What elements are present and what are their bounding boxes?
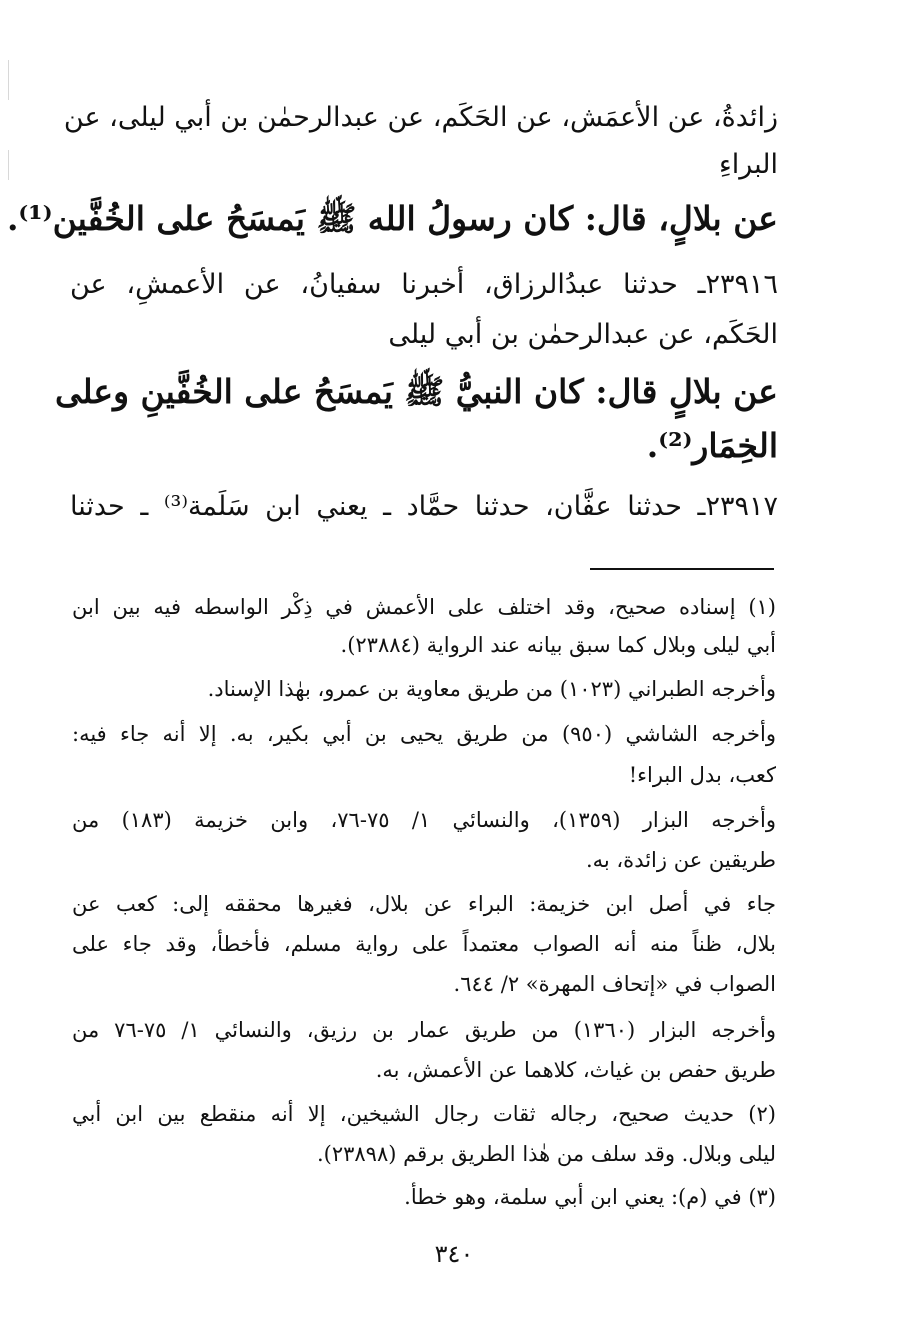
chain-line: الحَكَم، عن عبدالرحمٰن بن أبي ليلى [388,319,778,350]
footnote-line: كعب، بدل البراء! [628,763,776,787]
footnote-line: وأخرجه البزار (١٣٦٠) من طريق عمار بن رزيق، والنسائي ١/ ٧٥-٧٦ من [72,1018,776,1042]
footnote-line: وأخرجه الطبراني (١٠٢٣) من طريق معاوية بن عمرو، بهٰذا الإسناد. [207,677,776,701]
footnote-line: الصواب في «إتحاف المهرة» ٢/ ٦٤٤. [453,972,776,996]
footnote-line: (٢) حديث صحيح، رجاله ثقات رجال الشيخين، إلا أنه منقطع بين ابن أبي [72,1102,776,1126]
hadith-text-line: عن بلالٍ قال: كان النبيُّ ﷺ يَمسَحُ على الخُفَّينِ وعلى [54,372,778,411]
chain-line: البراءِ [719,149,778,180]
chain-line: ٢٣٩١٦ـ حدثنا عبدُالرزاق، أخبرنا سفيانُ، عن الأعمشِ، عن [70,269,778,300]
chain-line: زائدةُ، عن الأعمَش، عن الحَكَم، عن عبدالرحمٰن بن أبي ليلى، عن [63,102,778,133]
hadith-text-line: عن بلالٍ، قال: كان رسولُ الله ﷺ يَمسَحُ على الخُفَّين⁽¹⁾. [6,199,778,238]
footnote-line: (٣) في (م): يعني ابن أبي سلمة، وهو خطأ. [404,1185,776,1209]
footnote-line: (١) إسناده صحيح، وقد اختلف على الأعمش في ذِكْر الواسطه فيه بين ابن [72,595,776,619]
scan-edge-mark [8,60,9,100]
footnote-divider [590,568,774,570]
footnote-line: وأخرجه البزار (١٣٥٩)، والنسائي ١/ ٧٥-٧٦، وابن خزيمة (١٨٣) من [72,808,776,832]
page-number: ٣٤٠ [434,1240,474,1268]
scan-edge-mark [8,150,9,180]
footnote-line: وأخرجه الشاشي (٩٥٠) من طريق يحيى بن أبي بكير، به. إلا أنه جاء فيه: [72,722,776,746]
chain-line: ٢٣٩١٧ـ حدثنا عفَّان، حدثنا حمَّاد ـ يعني ابن سَلَمة⁽³⁾ ـ حدثنا [70,491,778,522]
footnote-line: جاء في أصل ابن خزيمة: البراء عن بلال، فغيرها محققه إلى: كعب عن [72,892,776,916]
footnote-line: طريقين عن زائدة، به. [585,848,776,872]
hadith-text-line: الخِمَار⁽²⁾. [646,426,778,465]
footnote-line: ليلى وبلال. وقد سلف من هٰذا الطريق برقم (٢٣٨٩٨). [316,1142,776,1166]
footnote-line: أبي ليلى وبلال كما سبق بيانه عند الرواية (٢٣٨٨٤). [340,633,776,657]
footnote-line: بلال، ظناً منه أنه الصواب معتمداً على رواية مسلم، فأخطأ، وقد جاء على [72,932,776,956]
footnote-line: طريق حفص بن غياث، كلاهما عن الأعمش، به. [375,1058,776,1082]
